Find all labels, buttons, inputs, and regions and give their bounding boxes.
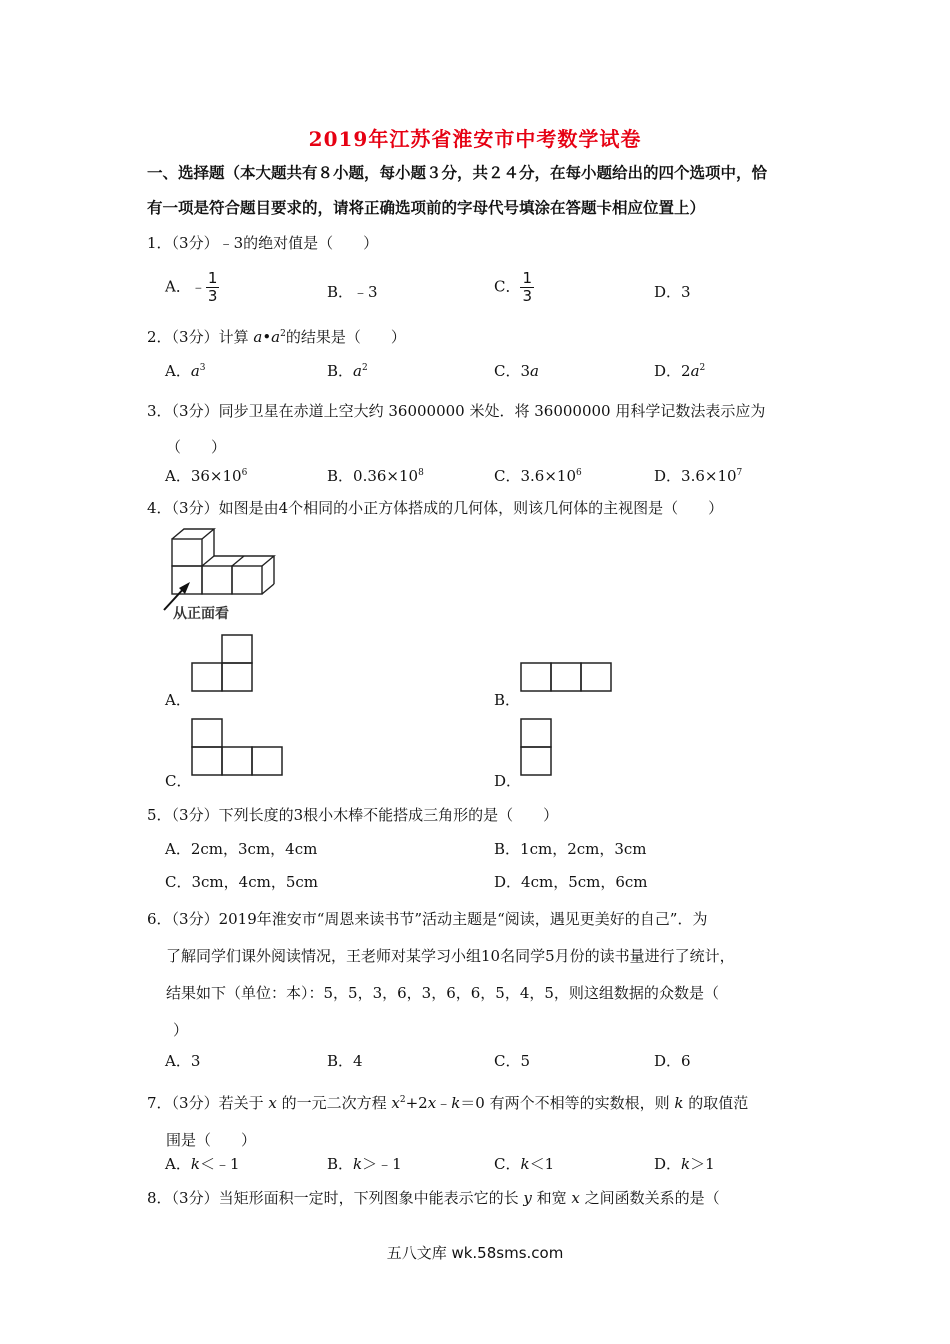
q7-option-d-var: k bbox=[681, 1155, 691, 1173]
q2-option-b-label: B． bbox=[327, 362, 354, 380]
q7-eq-k: k bbox=[451, 1094, 461, 1112]
q7-eq-x: x bbox=[391, 1094, 400, 1112]
q7-option-d bbox=[654, 1153, 715, 1174]
q7-eq-minus: ﹣ bbox=[436, 1094, 452, 1112]
q2-option-a-var: a bbox=[190, 362, 200, 380]
q2-option-c-label: C．3 bbox=[494, 362, 531, 380]
q1-option-c bbox=[494, 270, 534, 305]
q6-option-d: D．6 bbox=[654, 1052, 691, 1070]
q7-eq-exp: 2 bbox=[399, 1095, 406, 1105]
q3-line-2: （ ） bbox=[166, 438, 227, 456]
q7-option-d-rest: ＞1 bbox=[690, 1155, 715, 1173]
q2-option-b-exp: 2 bbox=[361, 363, 368, 373]
q8-mid: 和宽 bbox=[531, 1189, 572, 1207]
q1-option-b: B．﹣3 bbox=[327, 283, 378, 301]
q7-eq-x2: x bbox=[427, 1094, 437, 1112]
section-heading-line-1: 一、选择题（本大题共有８小题，每小题３分，共２４分，在每小题给出的四个选项中，恰 bbox=[147, 163, 768, 182]
q4-option-d-figure bbox=[519, 717, 555, 777]
q7-option-a-var: k bbox=[190, 1155, 200, 1173]
q2-option-c bbox=[494, 360, 539, 381]
q2-option-a-exp: 3 bbox=[199, 363, 206, 373]
q1-option-a-fraction bbox=[206, 270, 220, 305]
q1-option-a-numerator: 1 bbox=[207, 269, 218, 287]
q2-var-a: a bbox=[253, 328, 263, 346]
q4-option-b-figure bbox=[519, 661, 613, 693]
q7-prefix: 7．（3分）若关于 bbox=[147, 1094, 269, 1112]
question-5: 5．（3分）下列长度的3根小木棒不能搭成三角形的是（ ） bbox=[147, 806, 559, 824]
q2-option-a-label: A． bbox=[165, 362, 191, 380]
q1-option-a-sign: ﹣ bbox=[190, 277, 206, 296]
question-3 bbox=[147, 393, 765, 465]
q3-option-d-exp: 7 bbox=[736, 468, 743, 478]
q2-suffix: 的结果是（ ） bbox=[285, 328, 406, 346]
q8-var-y: y bbox=[523, 1189, 532, 1207]
q1-option-a-denominator: 3 bbox=[207, 287, 218, 305]
section-heading-line-2: 有一项是符合题目要求的，请将正确选项前的字母代号填涂在答题卡相应位置上） bbox=[147, 198, 706, 217]
q5-option-a: A．2cm，3cm，4cm bbox=[165, 840, 318, 858]
q7-option-c-var: k bbox=[520, 1155, 530, 1173]
q4-option-a-figure bbox=[190, 633, 254, 693]
q1-option-c-denominator: 3 bbox=[522, 287, 533, 305]
q6-option-b: B．4 bbox=[327, 1052, 363, 1070]
q2-option-b bbox=[327, 360, 368, 381]
q3-option-b-exp: 8 bbox=[418, 468, 424, 478]
q7-option-b-rest: ＞﹣1 bbox=[362, 1155, 402, 1173]
q2-option-b-var: a bbox=[353, 362, 362, 380]
q2-option-d-exp: 2 bbox=[699, 363, 706, 373]
q2-option-d-var: a bbox=[690, 362, 700, 380]
q3-option-b bbox=[327, 465, 424, 486]
q1-option-c-label: C． bbox=[494, 277, 521, 296]
q3-option-c-exp: 6 bbox=[576, 468, 582, 478]
q3-option-c bbox=[494, 465, 582, 486]
q3-option-a-exp: 6 bbox=[241, 468, 248, 478]
q7-option-c-label: C． bbox=[494, 1155, 521, 1173]
q6-line-2: 了解同学们课外阅读情况，王老师对某学习小组10名同学5月份的读书量进行了统计， bbox=[166, 947, 735, 965]
q5-option-d: D．4cm，5cm，6cm bbox=[494, 873, 648, 891]
q7-option-b-var: k bbox=[353, 1155, 363, 1173]
q7-var-x: x bbox=[268, 1094, 277, 1112]
q2-option-d bbox=[654, 360, 705, 381]
q3-option-a bbox=[165, 465, 247, 486]
q4-option-d-label: D． bbox=[494, 772, 522, 790]
q1-option-c-numerator: 1 bbox=[522, 269, 533, 287]
q8-var-x: x bbox=[571, 1189, 580, 1207]
q7-option-c-rest: ＜1 bbox=[529, 1155, 555, 1173]
q2-prefix: 2．（3分）计算 bbox=[147, 328, 254, 346]
q3-option-b-text: B．0.36×10 bbox=[327, 467, 419, 485]
q7-option-d-label: D． bbox=[654, 1155, 682, 1173]
q6-line-4: ） bbox=[173, 1021, 189, 1039]
question-2 bbox=[147, 326, 406, 347]
q5-option-b: B．1cm，2cm，3cm bbox=[494, 840, 647, 858]
q5-option-c: C．3cm，4cm，5cm bbox=[165, 873, 318, 891]
q1-option-a-label: A． bbox=[165, 277, 191, 296]
q7-option-a-rest: ＜﹣1 bbox=[199, 1155, 240, 1173]
q2-dot: • bbox=[262, 328, 272, 346]
q1-option-c-fraction bbox=[520, 270, 534, 305]
q3-option-d-text: D．3.6×10 bbox=[654, 467, 737, 485]
q4-option-c-label: C． bbox=[165, 772, 192, 790]
q2-var-a2: a bbox=[271, 328, 281, 346]
q7-line-1 bbox=[147, 1094, 748, 1112]
question-6 bbox=[147, 901, 735, 1049]
q7-option-b bbox=[327, 1153, 402, 1174]
q7-var-k: k bbox=[674, 1094, 684, 1112]
q8-prefix: 8．（3分）当矩形面积一定时，下列图象中能表示它的长 bbox=[147, 1189, 524, 1207]
q7-option-c bbox=[494, 1153, 554, 1174]
q2-option-d-label: D．2 bbox=[654, 362, 691, 380]
q7-option-a bbox=[165, 1153, 239, 1174]
q6-line-3: 结果如下（单位：本）：5，5，3，6，3，6，6，5，4，5，则这组数据的众数是（ bbox=[166, 984, 719, 1002]
q4-option-b-label: B． bbox=[494, 691, 521, 709]
q4-figure-caption: 从正面看 bbox=[173, 606, 229, 622]
q3-option-c-text: C．3.6×10 bbox=[494, 467, 576, 485]
q3-option-d bbox=[654, 465, 742, 486]
question-1: 1．（3分）﹣3的绝对值是（ ） bbox=[147, 234, 379, 252]
q2-exponent: 2 bbox=[280, 329, 286, 339]
q7-suffix: 的取值范 bbox=[683, 1094, 749, 1112]
q7-eq-end: ＝0 有两个不相等的实数根，则 bbox=[460, 1094, 675, 1112]
q8-suffix: 之间函数关系的是（ bbox=[579, 1189, 720, 1207]
question-8 bbox=[147, 1187, 720, 1208]
q2-option-c-var: a bbox=[530, 362, 539, 380]
q3-option-a-text: A．36×10 bbox=[165, 467, 242, 485]
q6-option-c: C．5 bbox=[494, 1052, 531, 1070]
q7-option-a-label: A． bbox=[165, 1155, 191, 1173]
q2-option-a bbox=[165, 360, 206, 381]
q7-option-b-label: B． bbox=[327, 1155, 354, 1173]
question-7 bbox=[147, 1082, 748, 1159]
q7-line-2: 围是（ ） bbox=[166, 1131, 257, 1149]
question-4: 4．（3分）如图是由4个相同的小正方体搭成的几何体，则该几何体的主视图是（ ） bbox=[147, 499, 724, 517]
q4-option-c-figure bbox=[190, 717, 286, 777]
q7-eq-rest: +2 bbox=[405, 1094, 428, 1112]
q1-option-d: D．3 bbox=[654, 283, 691, 301]
q6-line-1: 6．（3分）2019年淮安市“周恩来读书节”活动主题是“阅读，遇见更美好的自己”．为 bbox=[147, 910, 708, 928]
q6-option-a: A．3 bbox=[165, 1052, 201, 1070]
q7-mid: 的一元二次方程 bbox=[276, 1094, 392, 1112]
q1-option-a bbox=[165, 270, 219, 305]
page-title: 2019年江苏省淮安市中考数学试卷 bbox=[308, 127, 642, 151]
section-heading bbox=[147, 155, 837, 225]
q4-option-a-label: A． bbox=[165, 691, 191, 709]
q3-line-1: 3．（3分）同步卫星在赤道上空大约 36000000 米处．将 36000000 用科学记数法表示应为 bbox=[147, 402, 766, 420]
footer-watermark: 五八文库 wk.58sms.com bbox=[386, 1244, 564, 1262]
